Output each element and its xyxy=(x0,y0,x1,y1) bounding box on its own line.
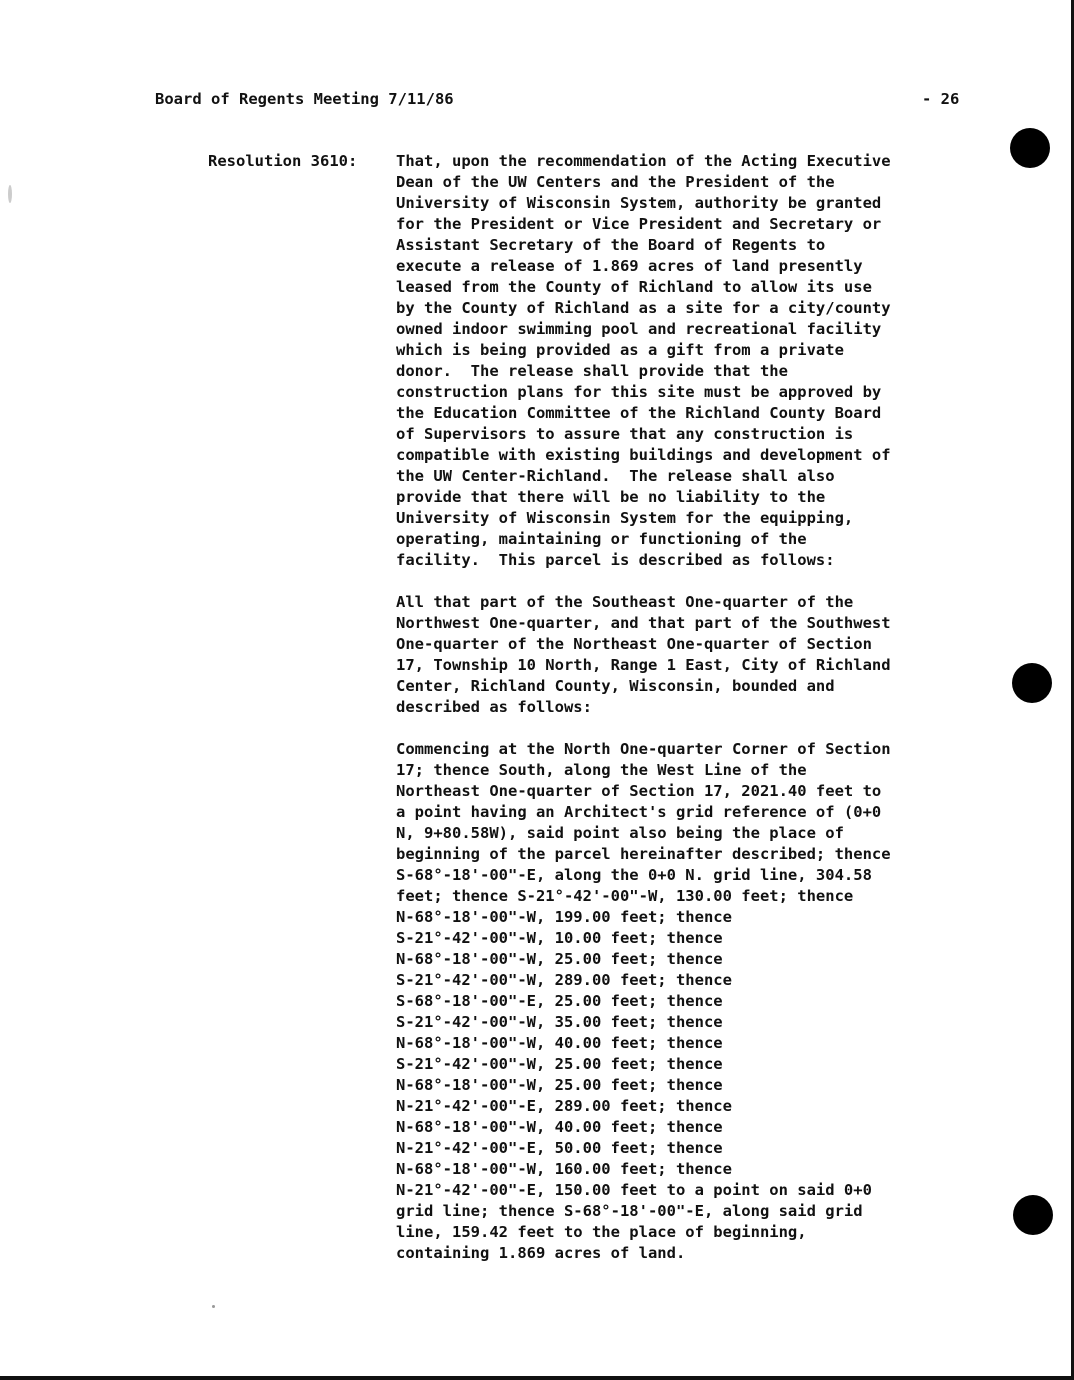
paragraph-authorization xyxy=(396,151,966,571)
punch-hole-bottom xyxy=(1013,1195,1053,1235)
page-number: - 26 xyxy=(922,90,960,108)
text-line: Northwest One-quarter, and that part of the Southwest xyxy=(396,614,891,632)
text-line: construction plans for this site must be approved by xyxy=(396,383,882,401)
text-line: facility. This parcel is described as follows: xyxy=(396,551,835,569)
text-line: University of Wisconsin System for the equipping, xyxy=(396,509,854,527)
text-line: N-21°-42'-00"-E, 150.00 feet to a point on said 0+0 xyxy=(396,1181,872,1199)
text-line: S-21°-42'-00"-W, 35.00 feet; thence xyxy=(396,1013,723,1031)
text-line: Dean of the UW Centers and the President of the xyxy=(396,173,835,191)
text-line: University of Wisconsin System, authority be granted xyxy=(396,194,882,212)
scan-border-bottom xyxy=(0,1376,1074,1380)
text-line: which is being provided as a gift from a private xyxy=(396,341,844,359)
punch-hole-top xyxy=(1010,128,1050,168)
text-line: provide that there will be no liability to the xyxy=(396,488,826,506)
scan-speck xyxy=(212,1305,215,1308)
text-line: grid line; thence S-68°-18'-00"-E, along said grid xyxy=(396,1202,863,1220)
text-line: All that part of the Southeast One-quarter of the xyxy=(396,593,854,611)
text-line: a point having an Architect's grid reference of (0+0 xyxy=(396,803,882,821)
text-line: N, 9+80.58W), said point also being the place of xyxy=(396,824,844,842)
text-line: described as follows: xyxy=(396,698,592,716)
text-line: N-68°-18'-00"-W, 199.00 feet; thence xyxy=(396,908,732,926)
paragraph-land-description xyxy=(396,592,966,718)
text-line: N-68°-18'-00"-W, 25.00 feet; thence xyxy=(396,1076,723,1094)
text-line: N-68°-18'-00"-W, 25.00 feet; thence xyxy=(396,950,723,968)
paragraph-spacer xyxy=(396,571,966,592)
text-line: leased from the County of Richland to allow its use xyxy=(396,278,872,296)
text-line: That, upon the recommendation of the Acting Executive xyxy=(396,152,891,170)
text-line: N-68°-18'-00"-W, 160.00 feet; thence xyxy=(396,1160,732,1178)
text-line: execute a release of 1.869 acres of land presently xyxy=(396,257,863,275)
text-line: line, 159.42 feet to the place of beginning, xyxy=(396,1223,807,1241)
text-line: S-68°-18'-00"-E, along the 0+0 N. grid line, 304.58 xyxy=(396,866,872,884)
text-line: S-21°-42'-00"-W, 10.00 feet; thence xyxy=(396,929,723,947)
text-line: the UW Center-Richland. The release shall also xyxy=(396,467,835,485)
text-line: beginning of the parcel hereinafter described; thence xyxy=(396,845,891,863)
text-line: Commencing at the North One-quarter Corner of Section xyxy=(396,740,891,758)
text-line: N-21°-42'-00"-E, 289.00 feet; thence xyxy=(396,1097,732,1115)
text-line: S-21°-42'-00"-W, 25.00 feet; thence xyxy=(396,1055,723,1073)
text-line: S-68°-18'-00"-E, 25.00 feet; thence xyxy=(396,992,723,1010)
paragraph-spacer xyxy=(396,718,966,739)
text-line: Northeast One-quarter of Section 17, 2021.40 feet to xyxy=(396,782,882,800)
text-line: S-21°-42'-00"-W, 289.00 feet; thence xyxy=(396,971,732,989)
text-line: donor. The release shall provide that the xyxy=(396,362,788,380)
text-line: operating, maintaining or functioning of the xyxy=(396,530,807,548)
text-line: N-68°-18'-00"-W, 40.00 feet; thence xyxy=(396,1118,723,1136)
resolution-body xyxy=(396,151,966,1264)
paragraph-boundary-survey xyxy=(396,739,966,1264)
text-line: of Supervisors to assure that any construction is xyxy=(396,425,854,443)
resolution-label: Resolution 3610: xyxy=(208,152,358,170)
text-line: for the President or Vice President and Secretary or xyxy=(396,215,882,233)
text-line: feet; thence S-21°-42'-00"-W, 130.00 feet; thence xyxy=(396,887,854,905)
scan-speck xyxy=(8,185,12,203)
header-title: Board of Regents Meeting 7/11/86 xyxy=(155,90,454,108)
punch-hole-middle xyxy=(1012,663,1052,703)
text-line: N-21°-42'-00"-E, 50.00 feet; thence xyxy=(396,1139,723,1157)
text-line: by the County of Richland as a site for a city/county xyxy=(396,299,891,317)
text-line: compatible with existing buildings and development of xyxy=(396,446,891,464)
text-line: N-68°-18'-00"-W, 40.00 feet; thence xyxy=(396,1034,723,1052)
text-line: containing 1.869 acres of land. xyxy=(396,1244,686,1262)
text-line: owned indoor swimming pool and recreational facility xyxy=(396,320,882,338)
text-line: the Education Committee of the Richland County Board xyxy=(396,404,882,422)
text-line: Center, Richland County, Wisconsin, bounded and xyxy=(396,677,835,695)
text-line: 17, Township 10 North, Range 1 East, City of Richland xyxy=(396,656,891,674)
text-line: One-quarter of the Northeast One-quarter of Section xyxy=(396,635,872,653)
text-line: 17; thence South, along the West Line of the xyxy=(396,761,807,779)
text-line: Assistant Secretary of the Board of Regents to xyxy=(396,236,826,254)
